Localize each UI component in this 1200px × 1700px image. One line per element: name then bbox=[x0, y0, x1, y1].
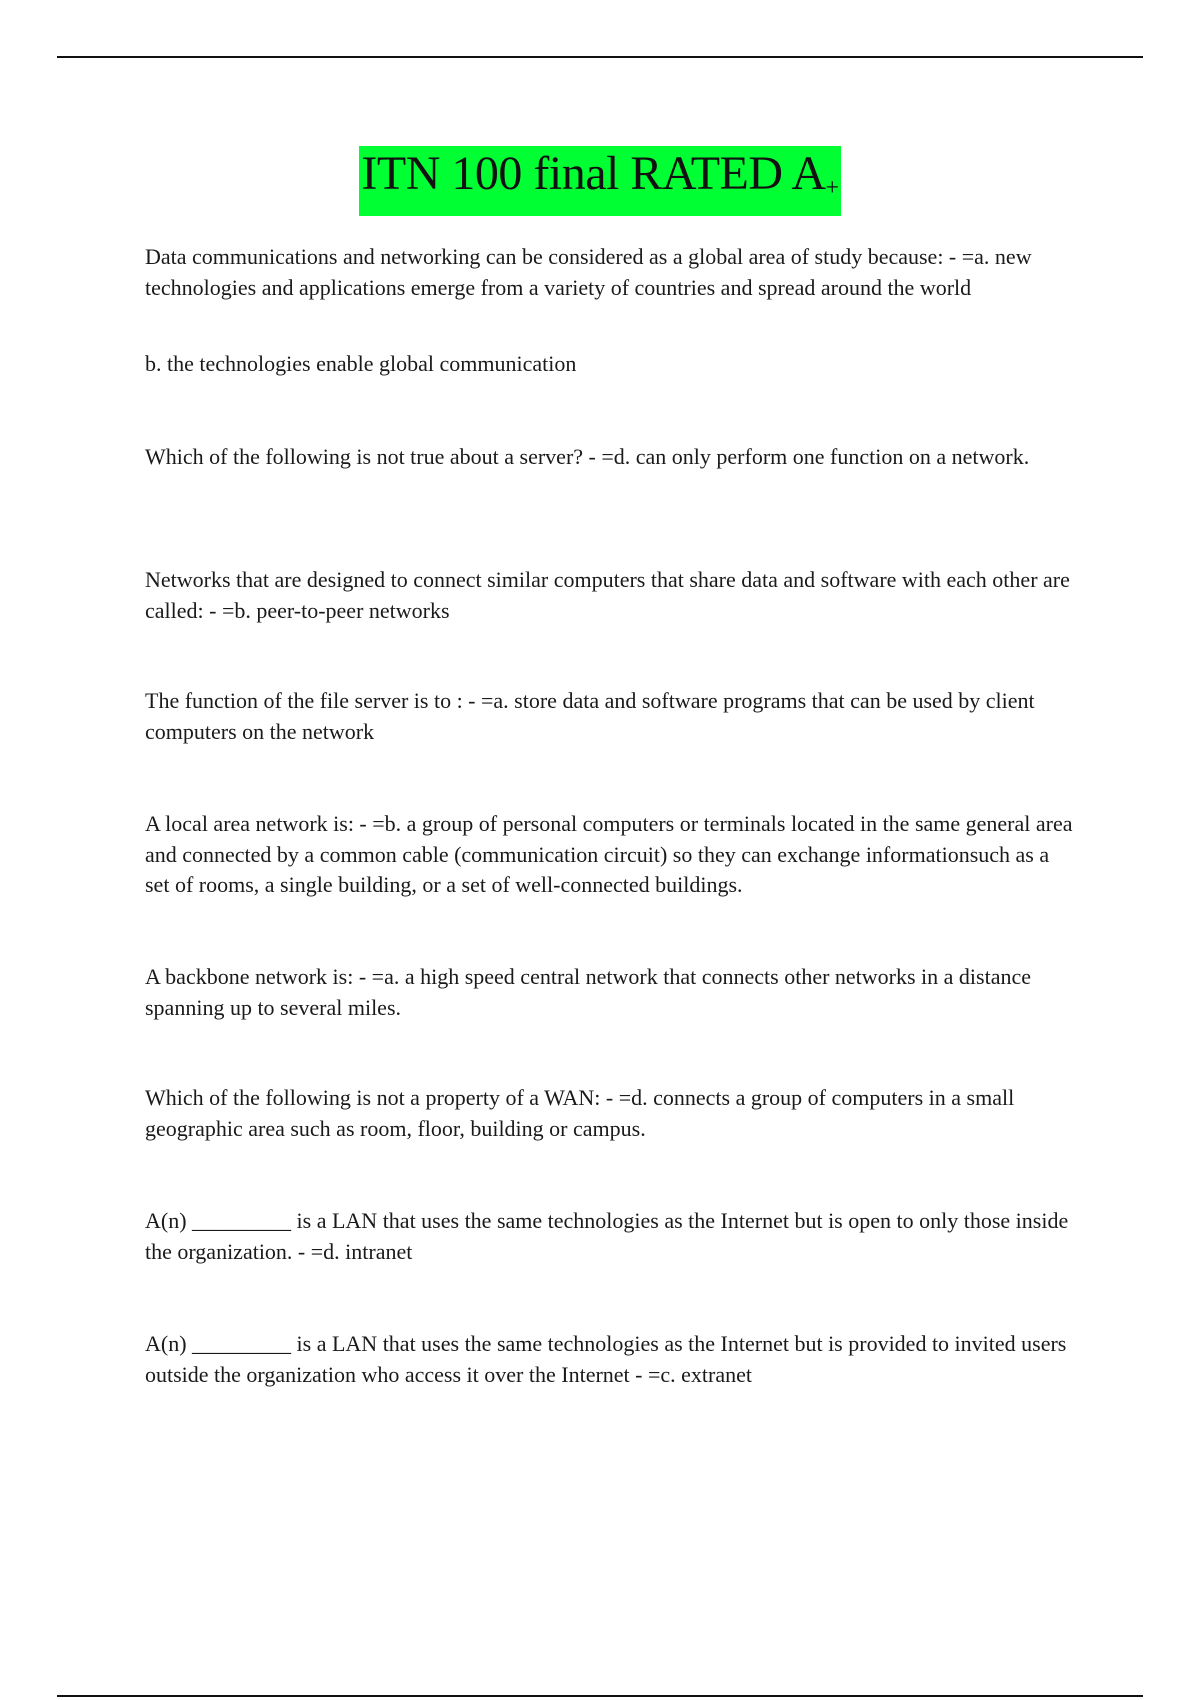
page-title bbox=[359, 146, 840, 216]
bottom-divider bbox=[57, 1695, 1143, 1697]
top-divider bbox=[57, 56, 1143, 58]
qa-entry-9: A(n) _________ is a LAN that uses the same technologies as the Internet but is provided to invited users outside the organization who access it over the Internet - =c. extranet bbox=[145, 1331, 1067, 1387]
qa-entry-3: Networks that are designed to connect similar computers that share data and software with each other are called: - =b. peer-to-peer networks bbox=[145, 567, 1070, 623]
title-suffix: + bbox=[825, 175, 839, 201]
qa-entry-7: Which of the following is not a property of a WAN: - =d. connects a group of computers in a small geographic area such as room, floor, building or campus. bbox=[145, 1085, 1015, 1141]
qa-entry-2: Which of the following is not true about a server? - =d. can only perform one function on a network. bbox=[145, 444, 1030, 469]
qa-entry-8: A(n) _________ is a LAN that uses the same technologies as the Internet but is open to only those inside the organization. - =d. intranet bbox=[145, 1208, 1069, 1264]
qa-entry-4: The function of the file server is to : - =a. store data and software programs that can be used by client computers on the network bbox=[145, 688, 1035, 744]
qa-entry-6: A backbone network is: - =a. a high speed central network that connects other networks in a distance spanning up to several miles. bbox=[145, 964, 1032, 1020]
title-container bbox=[0, 146, 1200, 216]
qa-entry-5: A local area network is: - =b. a group of personal computers or terminals located in the same general area and connected by a common cable (communication circuit) so they can exchange informationsuch as a set of rooms, a single building, or a set of well-connected buildings. bbox=[145, 811, 1073, 897]
title-text: ITN 100 final RATED A bbox=[361, 147, 826, 200]
qa-entry-1: Data communications and networking can be considered as a global area of study because: - =a. new technologies and applications emerge from a variety of countries and spread around the world bbox=[145, 244, 1032, 300]
qa-entry-1b: b. the technologies enable global communication bbox=[145, 351, 577, 376]
